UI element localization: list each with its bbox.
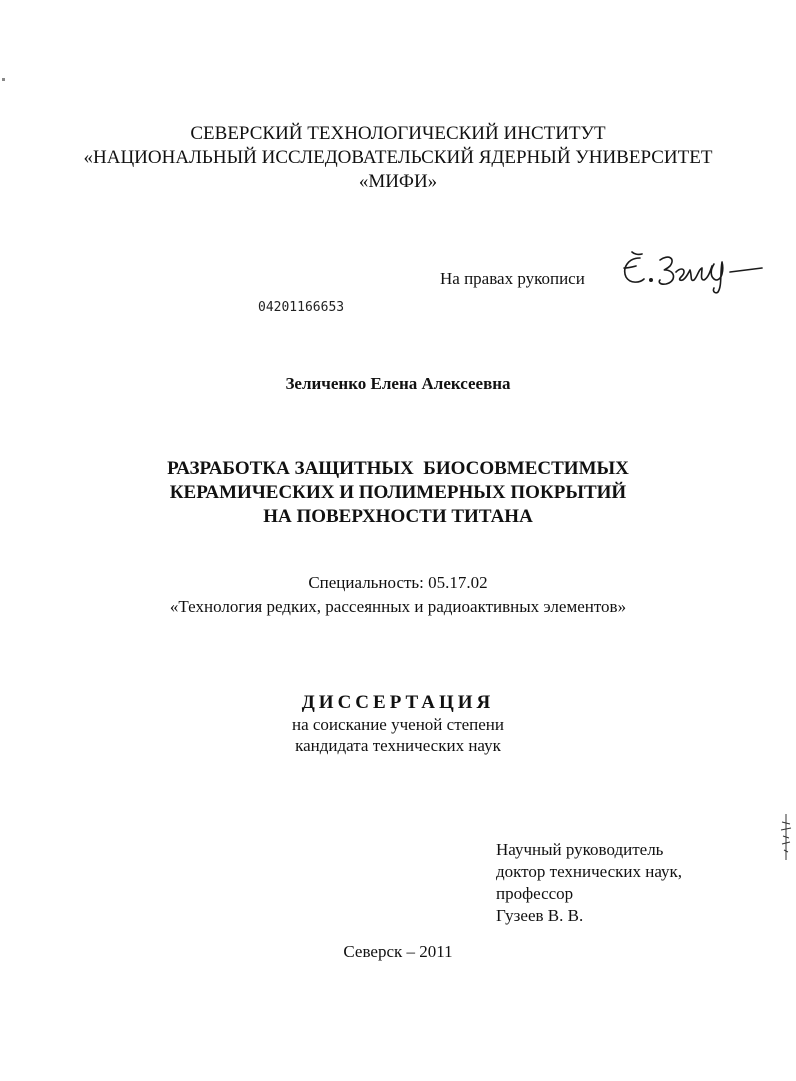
scan-mark xyxy=(2,78,5,81)
specialty-code: Специальность: 05.17.02 xyxy=(308,573,488,592)
advisor-name: Гузеев В. В. xyxy=(496,906,584,925)
advisor-rank: профессор xyxy=(496,884,574,903)
degree-line-2: кандидата технических наук xyxy=(295,736,501,755)
institution-line-3: «МИФИ» xyxy=(358,171,438,192)
degree-line-1: на соискание ученой степени xyxy=(291,715,505,734)
city-year: Северск – 2011 xyxy=(343,942,453,961)
institution-header xyxy=(0,122,796,194)
institution-line-1: СЕВЕРСКИЙ ТЕХНОЛОГИЧЕСКИЙ ИНСТИТУТ xyxy=(190,123,606,144)
institution-line-2: «НАЦИОНАЛЬНЫЙ ИССЛЕДОВАТЕЛЬСКИЙ ЯДЕРНЫЙ УНИВЕРСИТЕТ xyxy=(83,147,713,168)
title-line-2: КЕРАМИЧЕСКИХ И ПОЛИМЕРНЫХ ПОКРЫТИЙ xyxy=(169,482,627,503)
degree-block xyxy=(0,714,796,756)
advisor-degree: доктор технических наук, xyxy=(496,862,683,881)
title-line-1: РАЗРАБОТКА ЗАЩИТНЫХ БИОСОВМЕСТИМЫХ xyxy=(167,458,629,479)
author-name: Зеличенко Елена Алексеевна xyxy=(285,374,511,393)
title-line-3: НА ПОВЕРХНОСТИ ТИТАНА xyxy=(263,506,533,527)
handwritten-signature xyxy=(618,246,768,296)
dissertation-heading: ДИССЕРТАЦИЯ xyxy=(301,692,495,713)
specialty-block xyxy=(0,571,796,619)
advisor-role: Научный руководитель xyxy=(496,840,664,859)
margin-stamp-mark xyxy=(778,812,794,862)
advisor-block xyxy=(496,839,682,927)
manuscript-rights-label: На правах рукописи xyxy=(440,269,585,288)
specialty-name: «Технология редких, рассеянных и радиоактивных элементов» xyxy=(169,597,627,616)
dissertation-title xyxy=(0,457,796,529)
document-code: 04201166653 xyxy=(258,300,345,315)
